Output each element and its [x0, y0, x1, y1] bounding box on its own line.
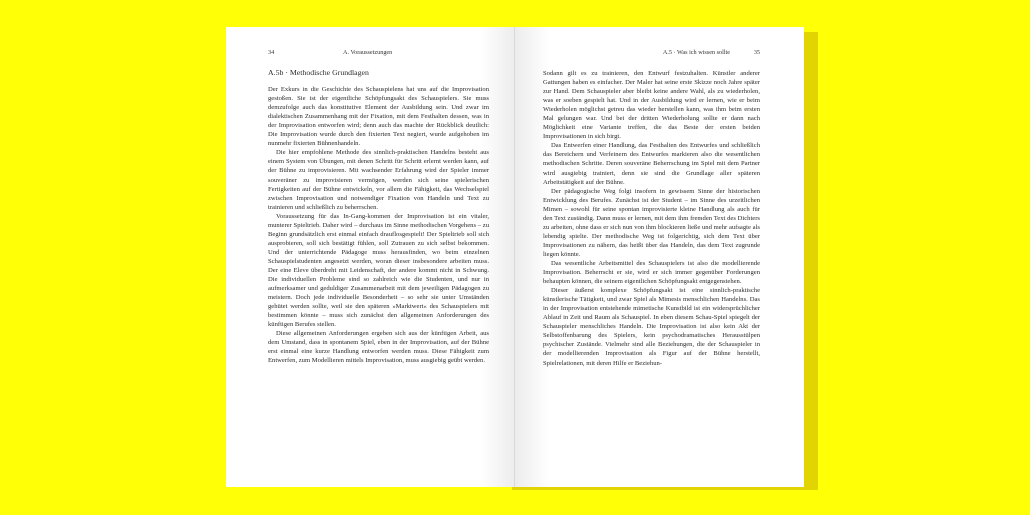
page-number-right: 35 — [753, 49, 760, 56]
right-page — [515, 27, 804, 487]
paragraph: Das Entwerfen einer Handlung, das Festhalten des Entwurfes und schließlich das Bereichern und Verfeinern des Entwurfes markieren also die wesentlichen methodischen Schritte. Deren souveräne Beherrschung im Spiel mit dem Partner wird ausgiebig trainiert, denn sie sind die Grundlage aller späteren Arbeitstätigkeit auf der Bühne. — [543, 142, 760, 186]
running-head-title-right: A.5 · Was ich wissen sollte — [662, 49, 730, 56]
book-spread — [226, 27, 804, 487]
left-page — [226, 27, 515, 487]
right-page-content — [543, 69, 760, 368]
paragraph: Der Exkurs in die Geschichte des Schauspielens hat uns auf die Improvisation gestoßen. Sie ist der eigentliche Schöpfungsakt des Schauspielers. Sie muss demzufolge auch das konstitutive Element der Ausbildung sein. Und zwar im dialektischen Zusammenhang mit der Fixation, mit dem Festhalten dessen, was in der Improvisation entworfen wird; denn auch das machte der Rückblick deutlich: Die Improvisation wurde durch den fixierten Text negiert, wurde aufgehoben im nunmehr fixierten Bühnenhandeln. — [268, 86, 489, 148]
section-title: A.5b · Methodische Grundlagen — [268, 68, 369, 77]
paragraph: Voraussetzung für das In-Gang-kommen der Improvisation ist ein vitaler, munterer Spieltrieb. Daher wird – durchaus im Sinne methodischen Vorgehens – zu Beginn grundsätzlich erst einmal einfach drauflosgespielt! Der Spieltrieb soll sich ausprobieren, soll sich bestätigt fühlen, soll Zutrauen zu sich selbst bekommen. Und der unterrichtende Pädagoge muss herausfinden, wo beim einzelnen Schauspielstudenten angesetzt werden, woran dieser insbesondere arbeiten muss. Der eine Eleve überdreht mit Leidenschaft, der andere kommt nicht in Schwung. Die individuellen Probleme sind so zahlreich wie die Studenten, und nur in aufmerksamer und geduldiger Zusammenarbeit mit dem jeweiligen Pädagogen zu meistern. Doch jede individuelle Besonderheit – so sehr sie unter Umständen gehütet werden sollte, weil sie den späteren »Marktwert« des Schauspielers mit bestimmen könnte – muss sich zunächst den allgemeinen Anforderungen des künftigen Berufes stellen. — [268, 212, 489, 329]
running-head-title-left: A. Voraussetzungen — [343, 49, 393, 56]
paragraph: Diese allgemeinen Anforderungen ergeben sich aus der künftigen Arbeit, aus dem Umstand, dass in spontanem Spiel, eben in der Improvisation, auf der Bühne erst einmal eine kurze Handlung entworfen werden muss. Diese Fähigkeit zum Entwerfen, zum Modellieren mittels Improvisation, muss ausgiebig geübt werden. — [268, 330, 489, 365]
paragraph: Der pädagogische Weg folgt insofern in gewissem Sinne der historischen Entwicklung des Berufes. Zunächst ist der Student – im Sinne des urzeitlichen Mimen – sowohl für seine spontan improvisierte kleine Handlung als auch für den Text zuständig. Dann muss er lernen, mit dem ihm fremden Text des Dichters zu arbeiten, ohne dass er sich nun von ihm blockieren ließe und mehr aufsagte als lebendig spielte. Der methodische Weg ist folgerichtig, sich dem Text über Improvisationen zu nähern, das heißt über das Handeln, das dem Text zugrunde liegen könnte. — [543, 187, 760, 258]
paragraph: Dieser äußerst komplexe Schöpfungsakt ist eine sinnlich-praktische künstlerische Tätigkeit, und zwar Spiel als Mimesis menschlichen Handelns. Das in der Improvisation entstehende mimetische Kunstbild ist ein widersprüchlicher Ablauf in Zeit und Raum als Schauspiel. In eben diesem Schau-Spiel spiegelt der Schauspieler menschliches Handeln. Die Improvisation ist also kein Akt der Selbstoffenbarung des Spielers, kein psychodramatisches Herausstülpen psychischer Zustände. Vielmehr sind alle Beziehungen, die der Schauspieler in der modellierenden Improvisation als Figur auf der Bühne herstellt, Spielrelationen, mit deren Hilfe er Beziehun- — [543, 287, 760, 367]
paragraph: Das wesentliche Arbeitsmittel des Schauspielers ist also die modellierende Improvisation. Beherrscht er sie, wird er sich immer gegenüber Forderungen behaupten können, die seinem eigentlichen Schöpfungsakt entgegenstehen. — [543, 259, 760, 286]
paragraph: Die hier empfohlene Methode des sinnlich-praktischen Handelns besteht aus einem System von Übungen, mit denen Schritt für Schritt erlernt werden kann, auf der Bühne zu improvisieren. Mit wachsender Erfahrung wird der Spieler immer souveräner zu improvisieren vermögen, werden sich seine spielerischen Fertigkeiten auf der Bühne entwickeln, vor allem die Fähigkeit, das Wechselspiel zwischen Improvisation und notwendiger Fixation von Handeln und Text zu trainieren und schließlich zu beherrschen. — [268, 149, 489, 211]
left-page-content — [268, 68, 489, 366]
paragraph: Sodann gilt es zu trainieren, den Entwurf festzuhalten. Künstler anderer Gattungen haben es einfacher. Der Maler hat seine erste Skizze noch Jahre später zur Hand. Dem Schauspieler aber bleibt keine andere Wahl, als zu wiederholen, was er soeben gespielt hat. Und in der Ausbildung wird er lernen, wie er beim Wiederholen möglichst getreu das wieder herstellen kann, was ihm beim ersten Mal gelungen war. Und bei der dritten Wiederholung sollte er dann nach Möglichkeit eine Variante treffen, die das Beste der ersten beiden Improvisationen in sich birgt. — [543, 70, 760, 141]
page-number-left: 34 — [268, 49, 275, 56]
